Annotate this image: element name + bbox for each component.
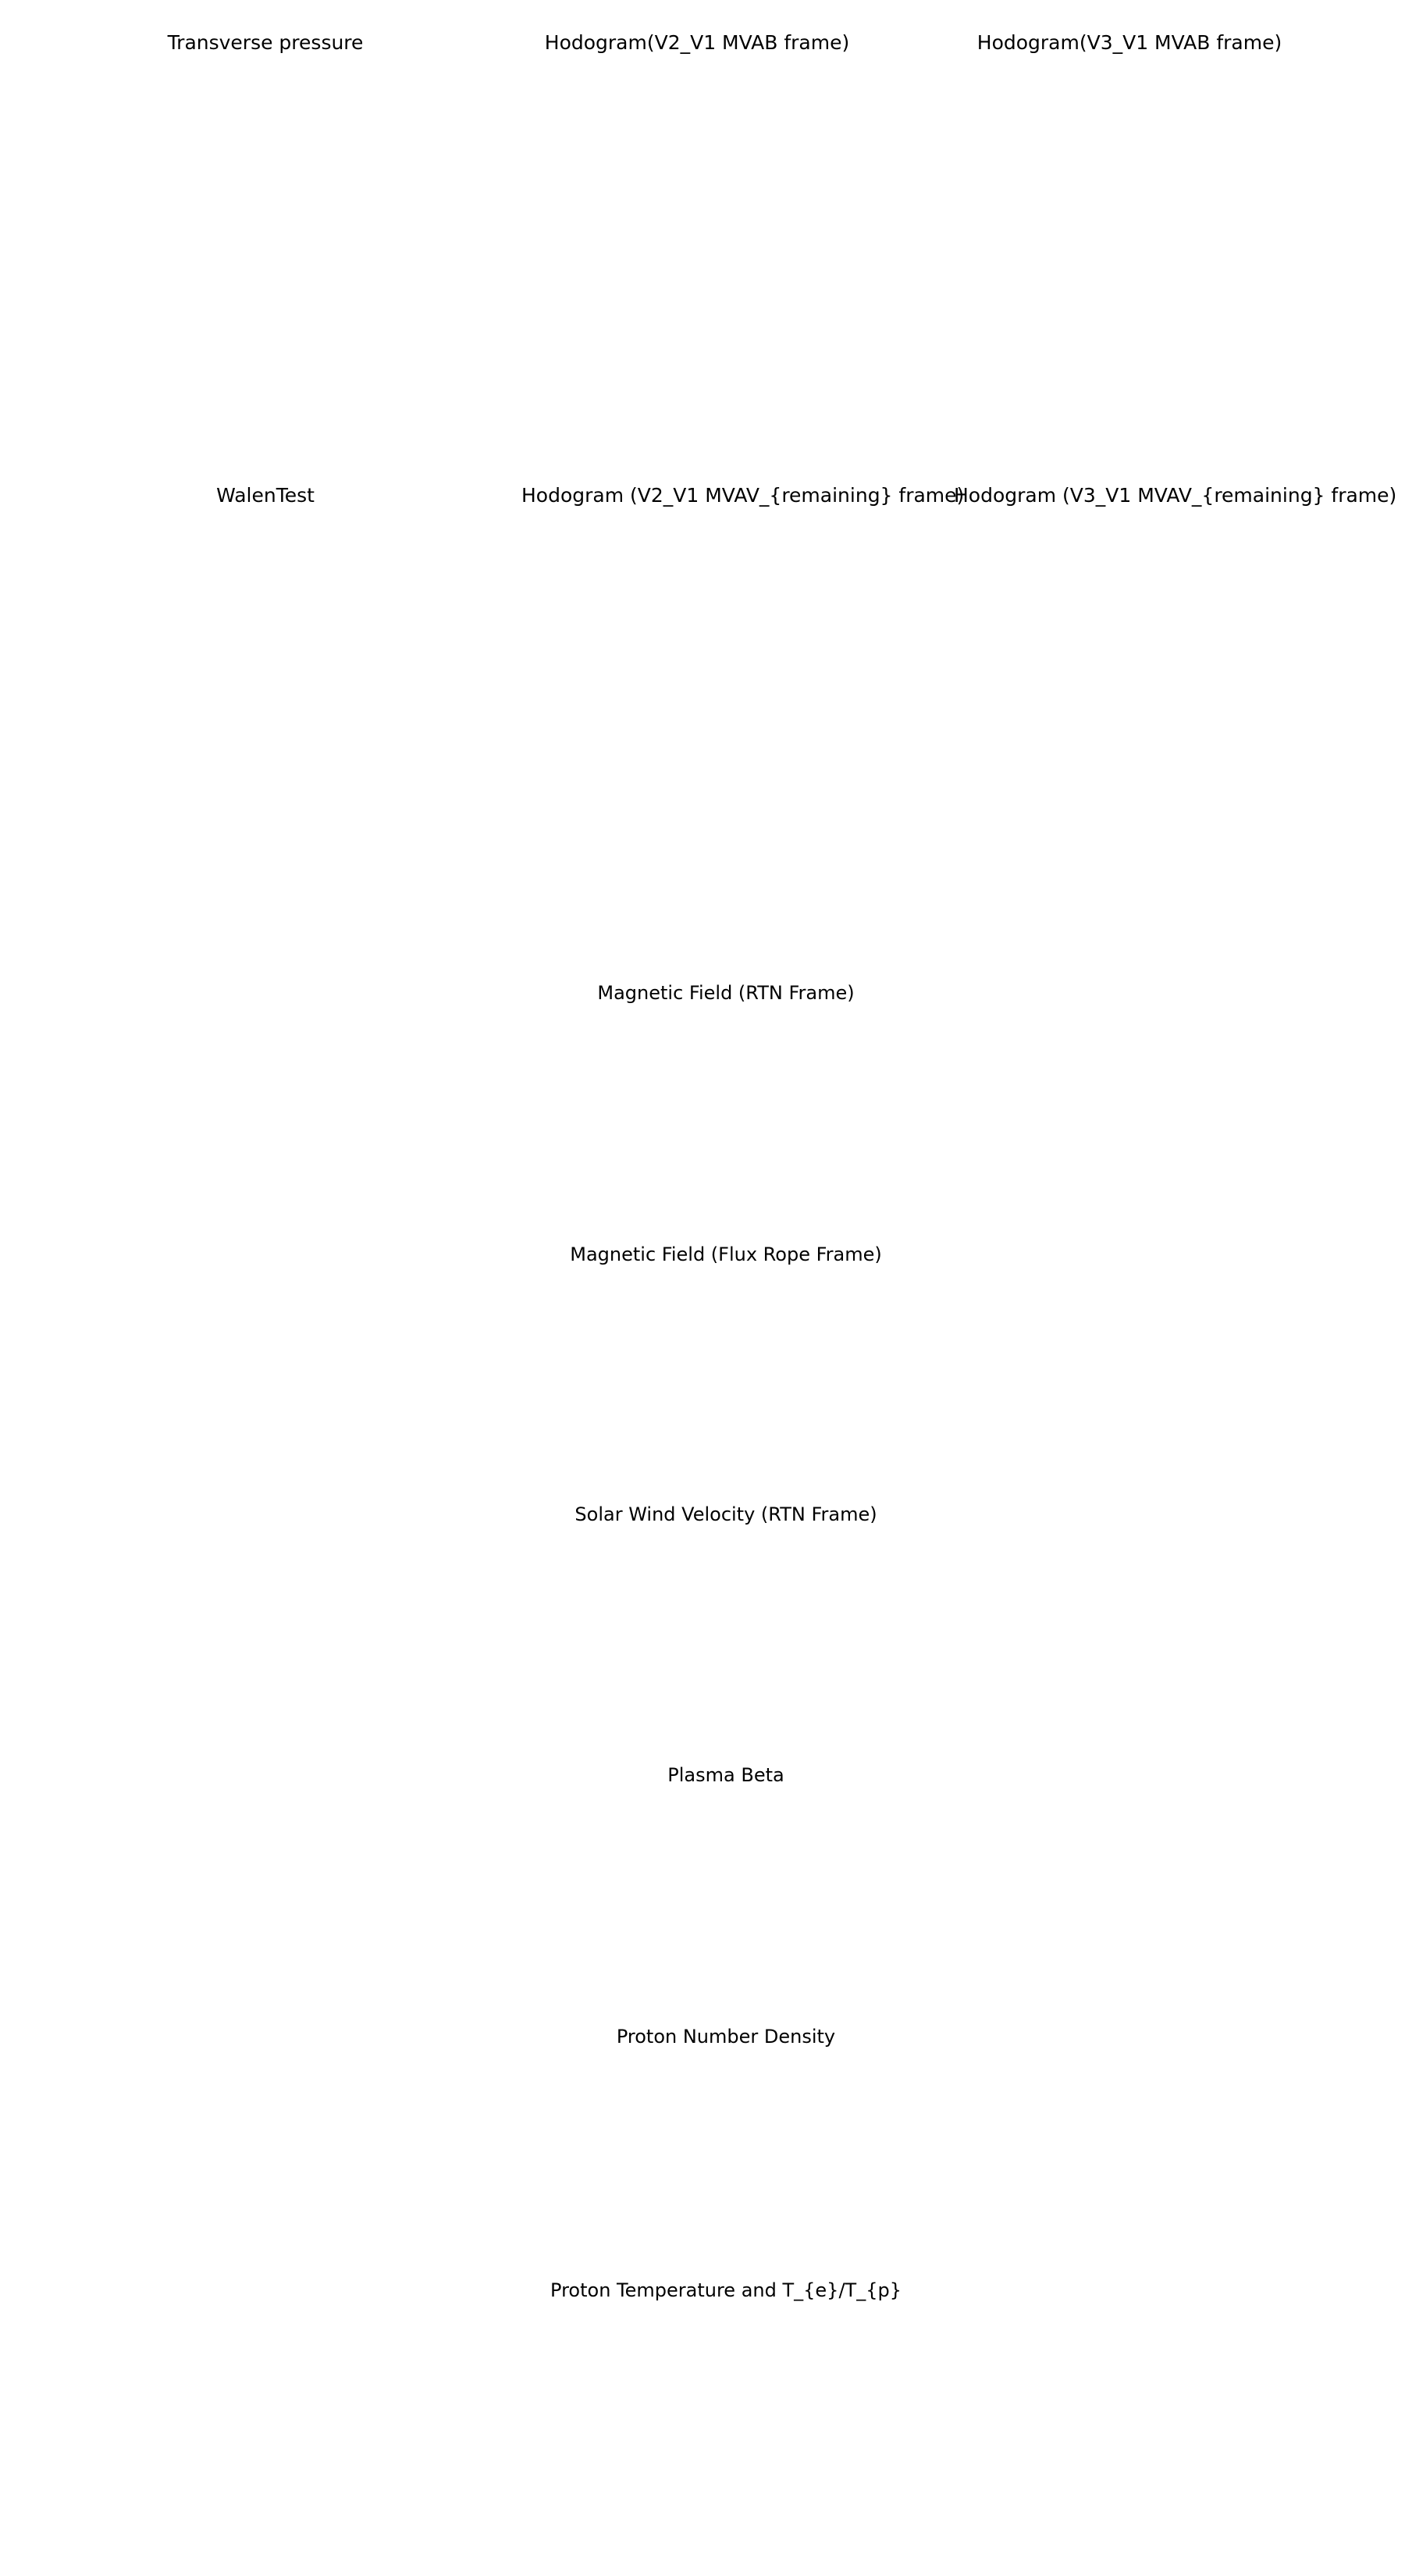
chart-title: Magnetic Field (Flux Rope Frame) xyxy=(570,1244,882,1265)
panel-hodogram-v3v1-mvav xyxy=(864,449,1405,937)
plasma-beta-canvas xyxy=(0,1742,1405,2004)
chart-title: Hodogram(V2_V1 MVAB frame) xyxy=(544,31,850,54)
panel-proton-number-density xyxy=(0,2004,1405,2258)
hodogram-v3v1-mvav-canvas xyxy=(864,449,1405,937)
proton-number-density-canvas xyxy=(0,2004,1405,2258)
panel-hodogram-v2v1-mvab xyxy=(432,0,916,484)
hodogram-v3v1-mvab-canvas xyxy=(864,0,1405,484)
panel-hodogram-v2v1-mvav xyxy=(432,449,965,937)
solar-wind-velocity-canvas xyxy=(0,1482,1405,1743)
transverse-pressure-canvas xyxy=(0,0,484,484)
chart-title: Proton Number Density xyxy=(616,2026,836,2048)
chart-title: Solar Wind Velocity (RTN Frame) xyxy=(574,1503,877,1525)
panel-hodogram-v3v1-mvab xyxy=(864,0,1405,484)
chart-title: Hodogram (V2_V1 MVAV_{remaining} frame) xyxy=(521,484,965,507)
chart-title: Hodogram(V3_V1 MVAB frame) xyxy=(976,31,1282,54)
panel-transverse-pressure xyxy=(0,0,484,484)
panel-plasma-beta xyxy=(0,1742,1405,2004)
panel-solar-wind-velocity xyxy=(0,1482,1405,1743)
hodogram-v2v1-mvav-canvas xyxy=(432,449,965,937)
walen-test-canvas xyxy=(0,449,484,937)
chart-title: Plasma Beta xyxy=(667,1764,784,1786)
panel-magnetic-field-rtn xyxy=(0,960,1405,1222)
chart-title: Hodogram (V3_V1 MVAV_{remaining} frame) xyxy=(954,484,1397,507)
chart-title: Transverse pressure xyxy=(167,31,364,54)
chart-title: Magnetic Field (RTN Frame) xyxy=(597,982,855,1004)
magnetic-field-flux-rope-canvas xyxy=(0,1222,1405,1483)
chart-title: WalenTest xyxy=(216,484,315,507)
chart-title: Proton Temperature and T_{e}/T_{p} xyxy=(550,2279,902,2301)
proton-temperature-canvas xyxy=(0,2258,1405,2576)
panel-proton-temperature xyxy=(0,2258,1405,2576)
hodogram-v2v1-mvab-canvas xyxy=(432,0,916,484)
panel-walen-test xyxy=(0,449,484,937)
panel-magnetic-field-flux-rope xyxy=(0,1222,1405,1483)
magnetic-field-rtn-canvas xyxy=(0,960,1405,1222)
